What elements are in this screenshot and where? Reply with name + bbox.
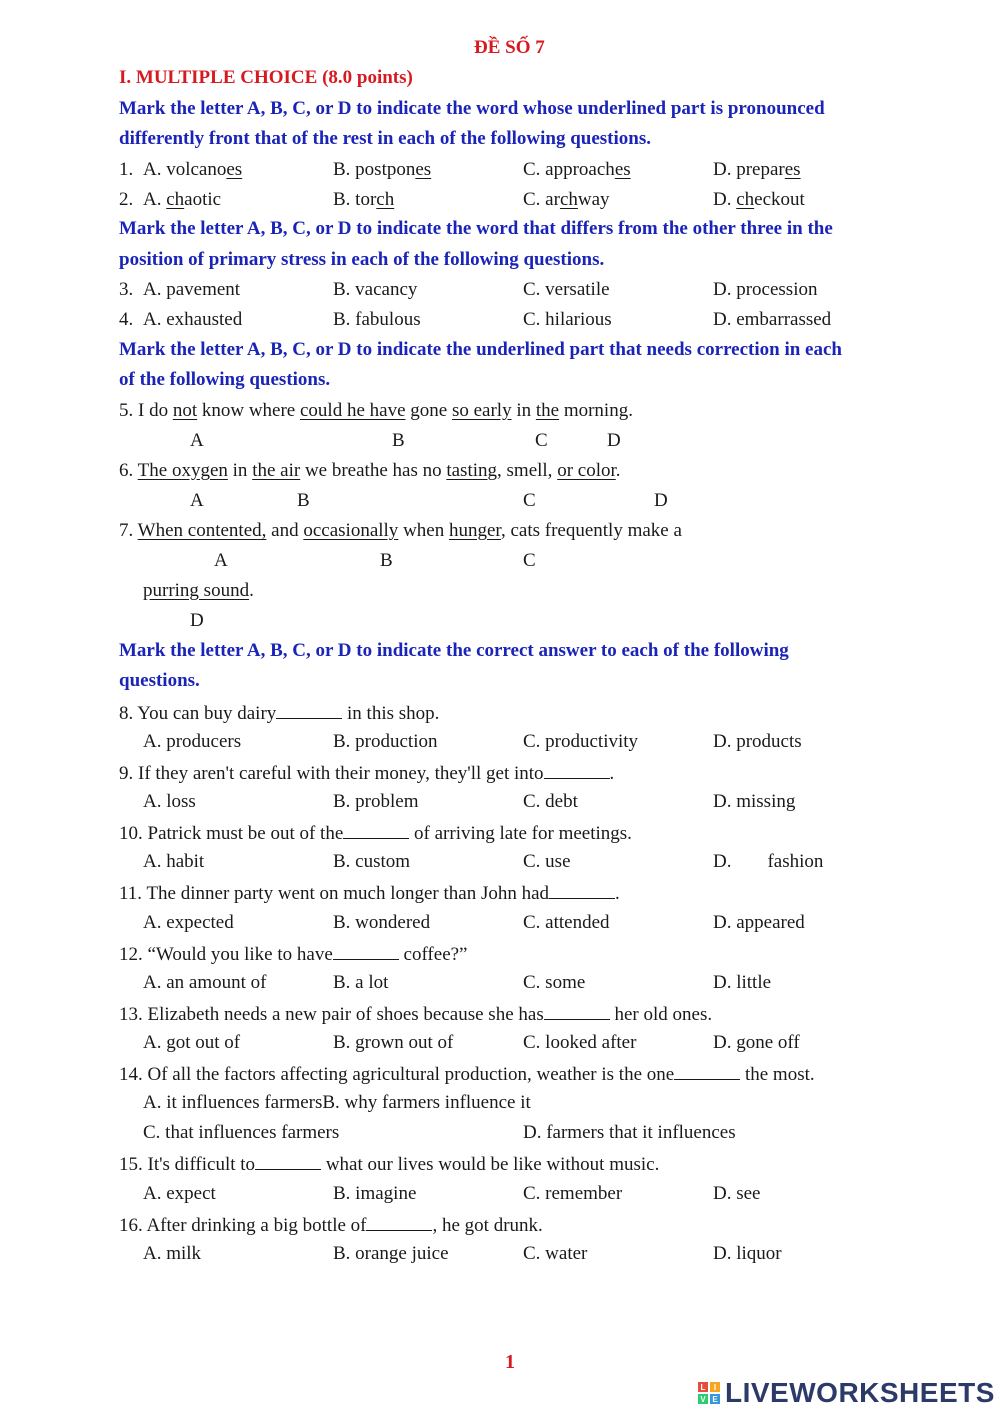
label-d: D <box>654 490 668 511</box>
answer-blank[interactable] <box>333 941 399 960</box>
option-d[interactable]: D. appeared <box>713 912 805 933</box>
option-d[interactable]: D. fashion <box>713 851 824 872</box>
option-a[interactable]: A. exhausted <box>143 309 243 330</box>
underlined-part-a[interactable]: The oxygen <box>137 460 228 481</box>
underlined-part-d[interactable]: purring sound <box>143 580 250 601</box>
question-sentence: 6. The oxygen in the air we breathe has no tasting, smell, or color. <box>119 460 621 481</box>
underlined-part-c[interactable]: so early <box>451 400 512 421</box>
option-a[interactable]: A. expected <box>143 912 234 933</box>
logo-letter: V <box>697 1393 709 1405</box>
underlined-part-a[interactable]: When contented, <box>137 520 267 541</box>
instruction-stress-line2: position of primary stress in each of the following questions. <box>119 249 605 270</box>
instruction-answer-line2: questions. <box>119 670 200 691</box>
answer-blank[interactable] <box>544 1001 610 1020</box>
option-d[interactable]: D. farmers that it influences <box>523 1122 736 1143</box>
label-a: A <box>190 430 204 451</box>
label-c: C <box>523 550 536 571</box>
option-a-b[interactable]: A. it influences farmersB. why farmers influence it <box>143 1092 531 1113</box>
answer-blank[interactable] <box>544 760 610 779</box>
answer-blank[interactable] <box>343 820 409 839</box>
answer-blank[interactable] <box>674 1061 740 1080</box>
option-c[interactable]: C. water <box>523 1243 588 1264</box>
option-b[interactable]: B. a lot <box>333 972 389 993</box>
underlined-part-c[interactable]: tasting <box>446 460 498 481</box>
question-number: 1. <box>119 159 134 180</box>
option-b[interactable]: B. custom <box>333 851 411 872</box>
question-stem: 8. You can buy dairy in this shop. <box>119 700 439 726</box>
label-c: C <box>535 430 548 451</box>
option-a[interactable]: A. loss <box>143 791 196 812</box>
underlined-part-b[interactable]: occasionally <box>303 520 399 541</box>
answer-blank[interactable] <box>366 1212 432 1231</box>
option-d[interactable]: D. little <box>713 972 772 993</box>
option-d[interactable]: D. missing <box>713 791 796 812</box>
label-a: A <box>190 490 204 511</box>
question-number: 3. <box>119 279 134 300</box>
underlined-part-b[interactable]: the air <box>252 460 301 481</box>
option-d[interactable]: D. checkout <box>713 189 805 210</box>
option-b[interactable]: B. postpones <box>333 159 432 180</box>
option-c[interactable]: C. versatile <box>523 279 610 300</box>
option-b[interactable]: B. imagine <box>333 1183 417 1204</box>
answer-blank[interactable] <box>276 700 342 719</box>
underlined-part-a[interactable]: not <box>172 400 198 421</box>
option-c[interactable]: C. use <box>523 851 571 872</box>
option-a[interactable]: A. milk <box>143 1243 202 1264</box>
question-stem: 13. Elizabeth needs a new pair of shoes because she has her old ones. <box>119 1001 712 1027</box>
logo-mark-icon <box>697 1381 721 1405</box>
option-c[interactable]: C. productivity <box>523 731 639 752</box>
option-d[interactable]: D. see <box>713 1183 761 1204</box>
option-a[interactable]: A. producers <box>143 731 242 752</box>
question-stem: 14. Of all the factors affecting agricultural production, weather is the one the most. <box>119 1061 815 1087</box>
option-a[interactable]: A. expect <box>143 1183 216 1204</box>
answer-blank[interactable] <box>549 880 615 899</box>
option-c[interactable]: C. looked after <box>523 1032 637 1053</box>
question-sentence: 5. I do not know where could he have gone so early in the morning. <box>119 400 633 421</box>
question-number: 2. <box>119 189 134 210</box>
option-c[interactable]: C. approaches <box>523 159 631 180</box>
instruction-stress-line1: Mark the letter A, B, C, or D to indicate the word that differs from the other three in the <box>119 218 833 239</box>
answer-blank[interactable] <box>255 1151 321 1170</box>
instruction-answer-line1: Mark the letter A, B, C, or D to indicate the correct answer to each of the following <box>119 640 789 661</box>
liveworksheets-logo <box>697 1378 995 1408</box>
option-b[interactable]: B. wondered <box>333 912 431 933</box>
option-b[interactable]: B. torch <box>333 189 395 210</box>
option-c[interactable]: C. attended <box>523 912 610 933</box>
option-d[interactable]: D. gone off <box>713 1032 800 1053</box>
option-c[interactable]: C. remember <box>523 1183 623 1204</box>
option-b[interactable]: B. orange juice <box>333 1243 449 1264</box>
option-a[interactable]: A. volcanoes <box>143 159 243 180</box>
label-d: D <box>190 610 204 631</box>
label-b: B <box>380 550 393 571</box>
option-b[interactable]: B. grown out of <box>333 1032 454 1053</box>
question-sentence-continued: purring sound. <box>143 580 254 601</box>
option-b[interactable]: B. problem <box>333 791 419 812</box>
section-heading: I. MULTIPLE CHOICE (8.0 points) <box>119 67 413 88</box>
option-a[interactable]: A. got out of <box>143 1032 241 1053</box>
label-a: A <box>214 550 228 571</box>
option-c[interactable]: C. hilarious <box>523 309 612 330</box>
label-c: C <box>523 490 536 511</box>
underlined-part-d[interactable]: or color <box>557 460 616 481</box>
option-b[interactable]: B. vacancy <box>333 279 418 300</box>
question-number: 4. <box>119 309 134 330</box>
instruction-pronunciation-line1: Mark the letter A, B, C, or D to indicate the word whose underlined part is pronounced <box>119 98 825 119</box>
question-stem: 11. The dinner party went on much longer than John had . <box>119 880 620 906</box>
question-stem: 16. After drinking a big bottle of , he got drunk. <box>119 1212 543 1238</box>
underlined-part-c[interactable]: hunger <box>448 520 501 541</box>
option-b[interactable]: B. production <box>333 731 438 752</box>
logo-letter: I <box>709 1381 721 1393</box>
option-d[interactable]: D. embarrassed <box>713 309 832 330</box>
page-title: ĐỀ SỐ 7 <box>474 37 545 58</box>
instruction-correction-line2: of the following questions. <box>119 369 331 390</box>
question-stem: 10. Patrick must be out of the of arriving late for meetings. <box>119 820 632 846</box>
question-sentence: 7. When contented, and occasionally when hunger, cats frequently make a <box>119 520 682 541</box>
option-a[interactable]: A. an amount of <box>143 972 267 993</box>
option-d[interactable]: D. procession <box>713 279 818 300</box>
option-a[interactable]: A. habit <box>143 851 205 872</box>
option-d[interactable]: D. prepares <box>713 159 801 180</box>
option-c[interactable]: C. that influences farmers <box>143 1122 340 1143</box>
question-stem: 12. “Would you like to have coffee?” <box>119 941 468 967</box>
instruction-correction-line1: Mark the letter A, B, C, or D to indicate the underlined part that needs correction in each <box>119 339 842 360</box>
option-a[interactable]: A. pavement <box>143 279 241 300</box>
option-a[interactable]: A. chaotic <box>143 189 222 210</box>
question-stem: 9. If they aren't careful with their money, they'll get into . <box>119 760 614 786</box>
label-b: B <box>392 430 405 451</box>
page-number: 1 <box>505 1351 515 1373</box>
logo-letter: E <box>709 1393 721 1405</box>
instruction-pronunciation-line2: differently front that of the rest in each of the following questions. <box>119 128 651 149</box>
label-d: D <box>607 430 621 451</box>
option-d[interactable]: D. products <box>713 731 802 752</box>
option-c[interactable]: C. some <box>523 972 586 993</box>
label-b: B <box>297 490 310 511</box>
option-b[interactable]: B. fabulous <box>333 309 421 330</box>
logo-text: LIVEWORKSHEETS <box>725 1377 995 1408</box>
question-stem: 15. It's difficult to what our lives would be like without music. <box>119 1151 659 1177</box>
underlined-part-b[interactable]: could he have <box>300 400 406 421</box>
option-d[interactable]: D. liquor <box>713 1243 782 1264</box>
logo-letter: L <box>697 1381 709 1393</box>
option-c[interactable]: C. debt <box>523 791 578 812</box>
underlined-part-d[interactable]: the <box>535 400 560 421</box>
option-c[interactable]: C. archway <box>523 189 610 210</box>
